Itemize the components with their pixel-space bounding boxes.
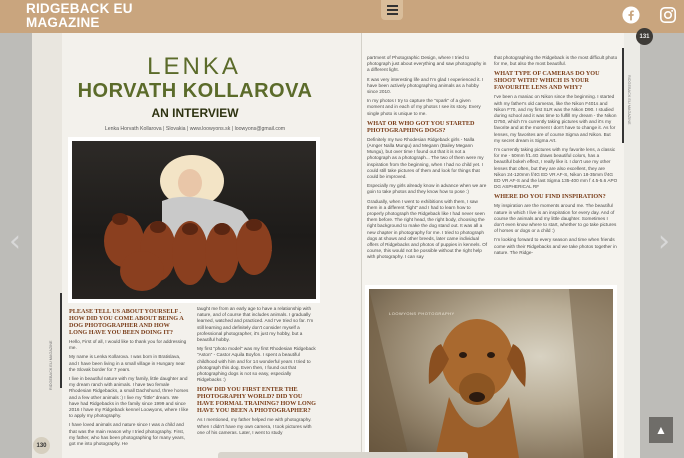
column-accent-bar [60,293,62,388]
scroll-to-top-button[interactable]: ▲ [649,417,673,443]
question-heading: PLEASE TELL US ABOUT YOURSELF . HOW DID YOU COME ABOUT BEING A DOG PHOTOGRAPHER AND HOW LONG HAVE YOU BEEN DOING IT? [69,308,184,336]
paragraph: My name is Lenka Kollarova. I was born in Bratislava, and I have been living in a small village in Hungary near the Slovak border for 7 years. [69,354,185,372]
instagram-icon[interactable] [659,6,677,24]
puppies-photo [72,141,316,299]
paragraph: It was very interesting life and I'm glad I experienced it. I have been actively photographing animals as a hobby since 2010. [367,76,484,95]
next-page-arrow[interactable]: › [658,224,670,259]
article-subtitle: AN INTERVIEW [151,106,239,120]
article-title-first-name: LENKA [147,53,241,80]
question-heading: WHAT OR WHO GOT YOU STARTED PHOTOGRAPHING DOGS? [367,119,475,134]
vertical-label: RIDGEBACK EU MAGAZINE [49,340,53,390]
question-heading: WHERE DO YOU FIND INSPIRATION? [494,193,606,201]
paragraph: I live in beautiful nature with my family, little daughter and my dream ranch with animals. I have two female Rhodesian Ridgebacks, a small Dachshund, three horses and a few other animals :) I live my "little" dream. We have had Ridgebacks in the family since 1999 and since 2016 I have my Ridgeback kennel Loowyons, where I like to apply my photography. [69,376,189,419]
site-header [0,0,684,33]
column-accent-bar [622,48,624,143]
right-column-1 [367,55,488,283]
brand-line-2: MAGAZINE [26,15,100,30]
left-margin-strip [32,33,62,458]
paragraph: My inspiration are the moments around me. The beautiful nature in which I live is an inspiration for every day. And of course the animals and my little daughter. Sometimes I don't even know where to start, whether to go take pictures of horses or dogs or a child :) [494,203,617,234]
left-column-2 [197,306,317,456]
paragraph: Hello, First of all, I would like to thank you for addressing me. [69,339,187,351]
article-title-last-name: HORVATH KOLLAROVA [77,80,313,102]
paragraph: I'm currently taking pictures with my favorite lens, a classic for me - 50mm f/1.4G draws beautiful colors, has a beautiful bokeh effect, I really like it. I don't use my other lenses that often, but they are also excellent, they are Nikon 24-120mm f/4G ED VR AF-S, Nikon 18-35mm f/4G ED VR AF-S and the last Sigma 135-400 mm f 4.5-5.6 APO DG ASPHERICAL RF [494,147,618,190]
prev-page-arrow[interactable]: ‹ [9,224,21,259]
paragraph: In my photos I try to capture the "spark" of a given moment and in each of my photos I see its story. Every single photo is unique to me. [367,98,481,116]
paragraph: My first "photo model" was my first Rhodesian Ridgeback "Aston" - Castor Aquila Boyfon. I spent a beautiful childhood with him and for 14 wonderful years I tried to photograph this dog. Even then, I found out that photographing dogs is not so easy, especially Ridgebacks :) [197,346,316,383]
paragraph: taught me from an early age to have a relationship with nature, and of course that includes animals. I gradually learned, watched and practiced. And I've tried so far. I'm still learning and definitely don't consider myself a professional photographer, it's just my hobby, but a beautiful hobby. [197,306,314,343]
brand-line-1: RIDGEBACK EU [26,1,133,16]
viewer-toolbar[interactable] [218,452,468,458]
paragraph: partment of Photographic Design, where I tried to photograph just about everything and saw photography in a different light. [367,55,487,73]
question-heading: WHAT TYPE OF CAMERAS DO YOU SHOOT WITH? WHICH IS YOUR FAVOURITE LENS AND WHY? [494,70,600,92]
left-column-1 [69,306,189,456]
dog-portrait-photo [369,289,613,458]
paragraph: I have loved animals and nature since I was a child and that was the main reason why I tried photography. First, my father, who has been photographing for many years, got me into photography. He [69,422,185,447]
page-number-left: 130 [33,437,50,454]
paragraph: Gradually, when I went to exhibitions with them, I saw them in a different "light" and I had to learn how to properly photograph the Ridgeback like I had never seen them before. The right head, the right body, choosing the right background to make the dog stand out. It was all a new chapter in photography for me. I tried to photograph dogs at shows and other breeds, later came individual offers of Ridgebacks and photos of puppies in kennels. Of course, this would not be possible without the right help with photography. I can say [367,198,488,260]
paragraph: As I mentioned, my father helped me with photography. When I didn't have my own camera, I took pictures with one of his cameras. Later, I went to study [197,417,312,435]
facebook-icon[interactable] [622,6,640,24]
photo-watermark: LOOWYONS PHOTOGRAPHY [389,311,455,316]
paragraph: Definitely my two Rhodesian Ridgeback girls - Nalla (Amger Nalla Mungu) and Megann (Bailey Megann Mungu), but over time I found out that it is not a photograph as a photograph... The two of them were my inspiration from the beginning, when I had no child yet. I could still take pictures of them and look for things that could be improved. [367,136,484,180]
paragraph: I'm looking forward to every season and time when friends come with their Ridgebacks and we take photos together in nature. The Ridge- [494,237,617,255]
page-number-right: 131 [636,28,653,45]
site-logo[interactable] [26,2,133,30]
question-heading: HOW DID YOU FIRST ENTER THE PHOTOGRAPHY WORLD? DID YOU HAVE FORMAL TRAINING? HOW LONG HAVE YOU BEEN A PHOTOGRAPHER? [197,386,316,415]
hamburger-icon[interactable] [381,0,403,20]
paragraph: I've been a maniac on Nikon since the beginning. I started with my father's old cameras, like the Nikon F401s and Nikon F70, and my first SLR was the Nikon D90. I studied during school and it was time to fulfill my dream - the Nikon D750, which I'm currently taking pictures with and it's my favorite and at the moment I don't have to change it. As for lenses, my favorites are of course Sigma and Nikon. But my secret dream is Sigma Art. [494,94,617,143]
paragraph: that photographing the Ridgeback is the most difficult photo for me, but also the most beautiful. [494,55,618,67]
right-column-2 [494,55,618,283]
paragraph: Especially my girls already know in advance when we are goin to take photos and they know how to pose :) [367,183,487,195]
vertical-label: RIDGEBACK EU MAGAZINE [627,75,631,125]
article-byline: Lenka Horvath Kollarova | Slovakia | www.loowyons.sk | loowyons@gmail.com [104,126,286,132]
